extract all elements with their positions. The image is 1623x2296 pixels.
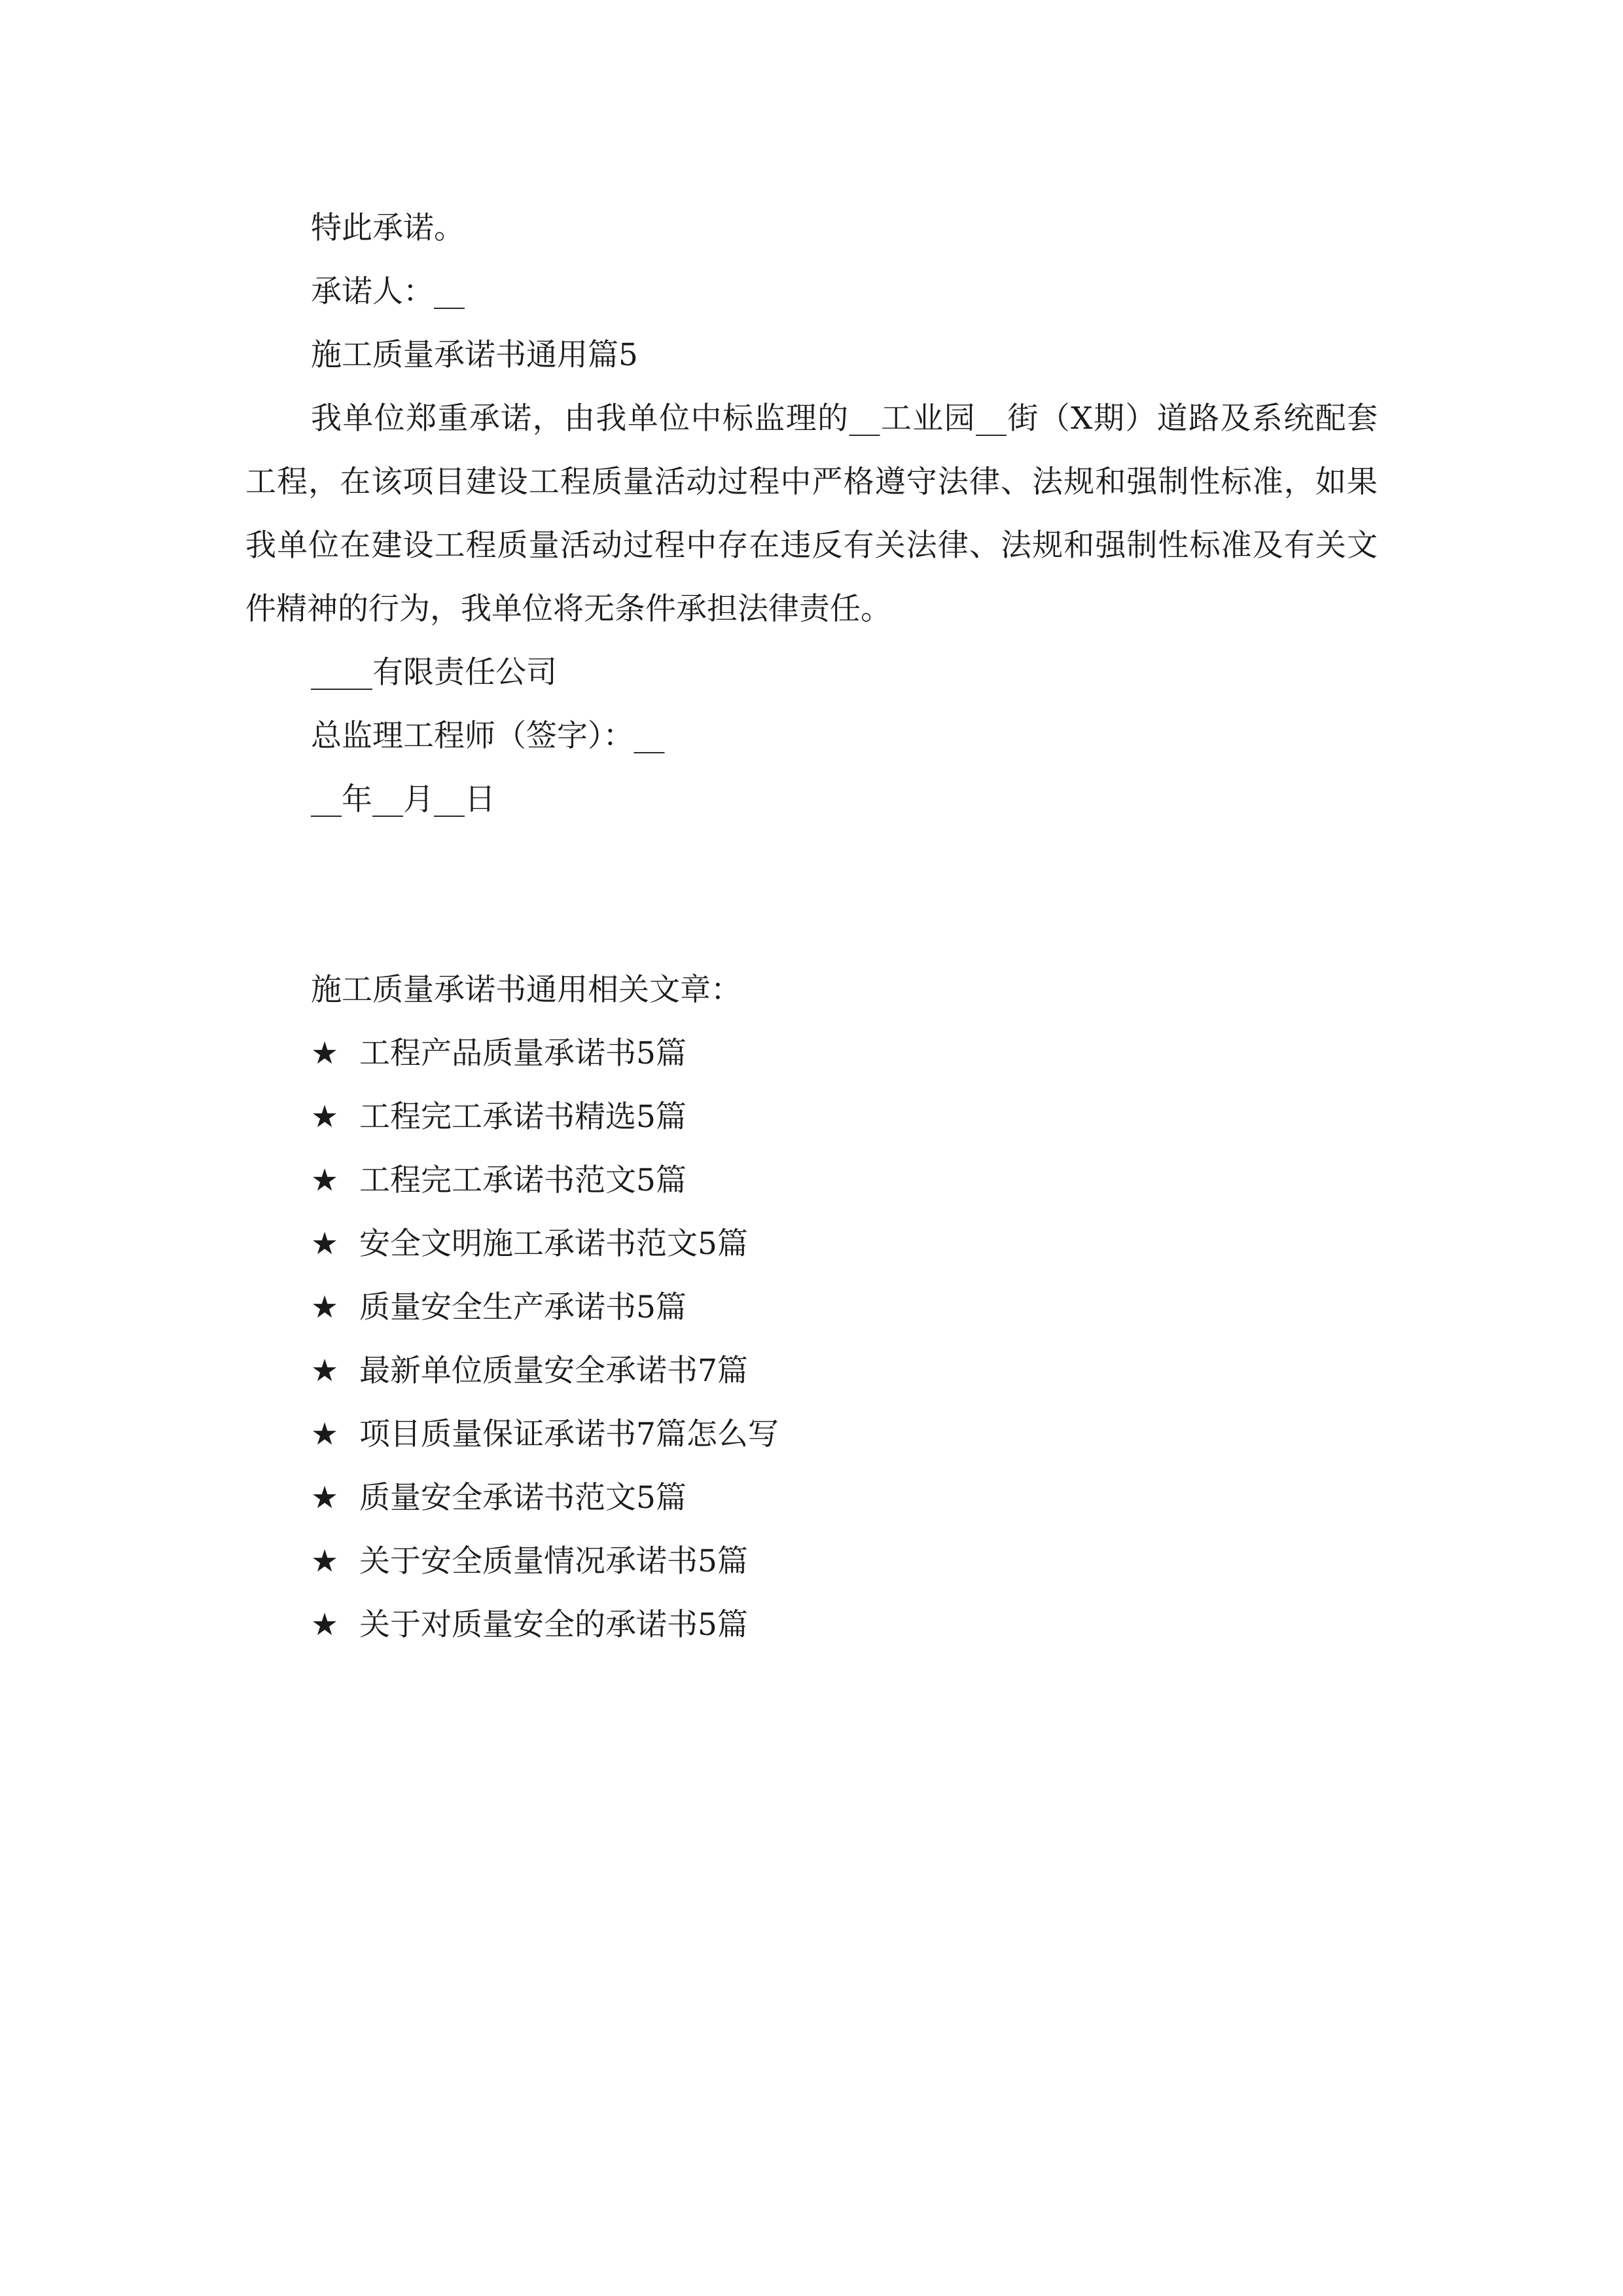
related-article-link[interactable]: 最新单位质量安全承诺书7篇: [359, 1353, 748, 1389]
star-icon: ★: [311, 1099, 339, 1135]
star-icon: ★: [311, 1607, 339, 1643]
related-article-item[interactable]: [245, 1212, 1378, 1276]
related-article-item[interactable]: [245, 1085, 1378, 1149]
body-paragraph: 我单位郑重承诺，由我单位中标监理的__工业园__街（X期）道路及系统配套工程，在该项目建设工程质量活动过程中严格遵守法律、法规和强制性标准，如果我单位在建设工程质量活动过程中存在违反有关法律、法规和强制性标准及有关文件精神的行为，我单位将无条件承担法律责任。: [245, 401, 1378, 627]
star-icon: ★: [311, 1543, 339, 1579]
related-article-item[interactable]: [245, 1403, 1378, 1466]
related-article-item[interactable]: [245, 1339, 1378, 1403]
related-article-item[interactable]: [245, 1530, 1378, 1593]
related-heading: 施工质量承诺书通用相关文章：: [311, 972, 741, 1008]
related-article-item[interactable]: [245, 1022, 1378, 1085]
star-icon: ★: [311, 1416, 339, 1452]
star-icon: ★: [311, 1226, 339, 1262]
related-article-link[interactable]: 关于安全质量情况承诺书5篇: [359, 1543, 748, 1579]
document-content: [245, 196, 1378, 1657]
related-article-link[interactable]: 工程完工承诺书精选5篇: [359, 1099, 687, 1135]
star-icon: ★: [311, 1353, 339, 1389]
company-line: ____有限责任公司: [311, 655, 557, 691]
star-icon: ★: [311, 1289, 339, 1325]
section-spacer: [245, 831, 1378, 958]
section-title: 施工质量承诺书通用篇5: [311, 337, 638, 373]
signature-line: 总监理工程师（签字）：__: [311, 718, 665, 754]
related-article-link[interactable]: 质量安全生产承诺书5篇: [359, 1289, 687, 1325]
related-article-item[interactable]: [245, 1593, 1378, 1657]
related-article-link[interactable]: 安全文明施工承诺书范文5篇: [359, 1226, 748, 1262]
star-icon: ★: [311, 1480, 339, 1516]
related-article-item[interactable]: [245, 1276, 1378, 1339]
related-articles-list: [245, 1022, 1378, 1657]
related-article-link[interactable]: 工程产品质量承诺书5篇: [359, 1035, 687, 1071]
related-article-link[interactable]: 项目质量保证承诺书7篇怎么写: [359, 1416, 779, 1452]
date-line: __年__月__日: [311, 781, 495, 817]
star-icon: ★: [311, 1035, 339, 1071]
related-article-item[interactable]: [245, 1466, 1378, 1530]
related-article-link[interactable]: 工程完工承诺书范文5篇: [359, 1162, 687, 1198]
star-icon: ★: [311, 1162, 339, 1198]
related-article-item[interactable]: [245, 1149, 1378, 1212]
related-article-link[interactable]: 质量安全承诺书范文5篇: [359, 1480, 687, 1516]
closing-line: 特此承诺。: [311, 210, 465, 246]
related-article-link[interactable]: 关于对质量安全的承诺书5篇: [359, 1607, 748, 1643]
promisor-line: 承诺人：__: [311, 274, 465, 310]
